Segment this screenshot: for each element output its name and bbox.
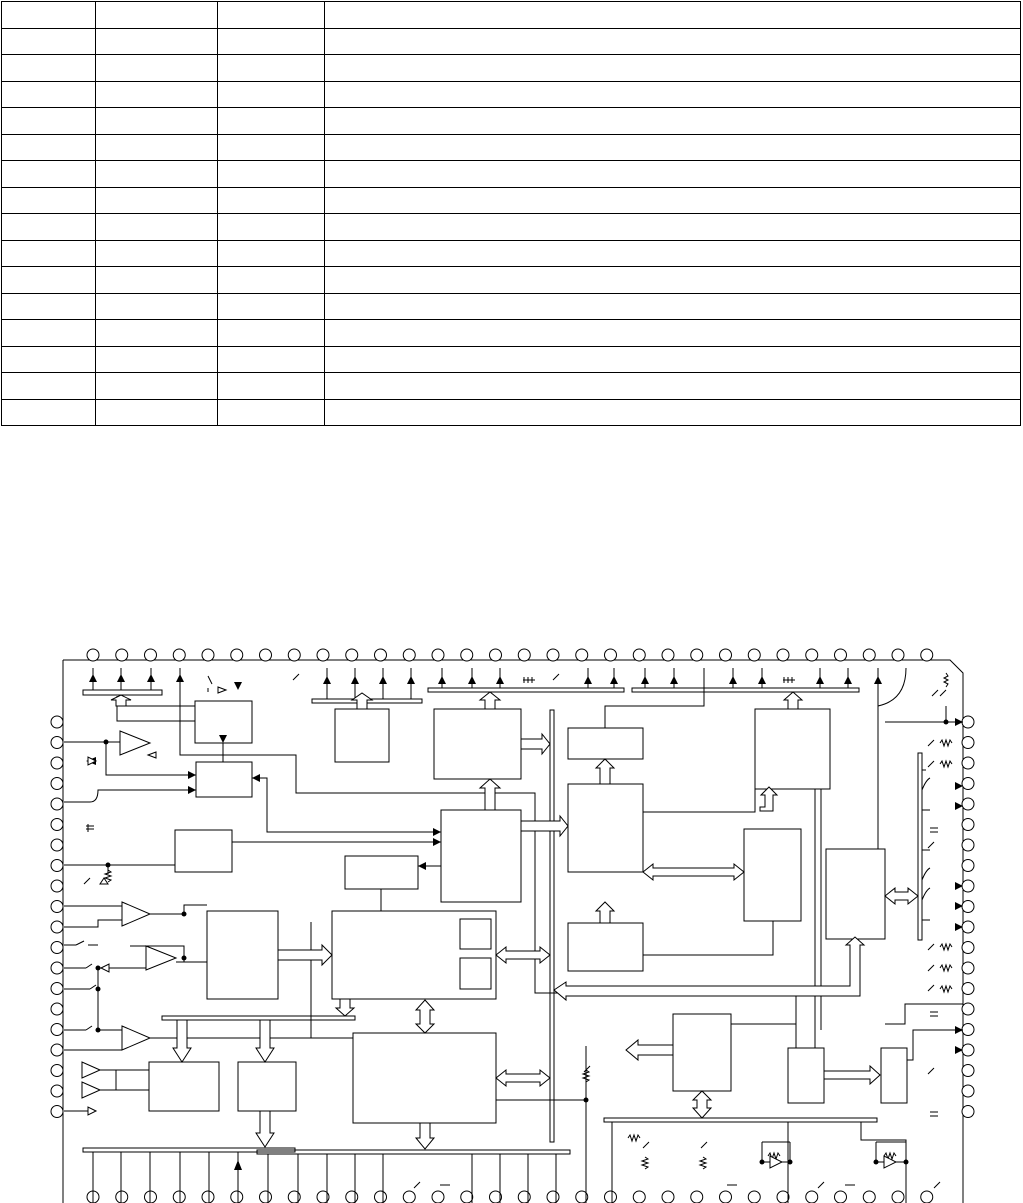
right-pin	[962, 942, 974, 954]
top-pin	[87, 649, 99, 661]
right-pin	[962, 962, 974, 974]
right-pin	[962, 819, 974, 831]
top-pin	[806, 649, 818, 661]
table-cell	[218, 108, 325, 135]
top-pin	[173, 649, 185, 661]
arrow-left-1	[626, 1040, 673, 1060]
switch-5	[86, 1026, 92, 1030]
bottom-pin	[346, 1191, 358, 1203]
table-cell	[2, 293, 96, 320]
bottom-pin	[921, 1191, 933, 1203]
left-pin	[51, 798, 63, 810]
right-pin	[962, 757, 974, 769]
table-cell	[2, 108, 96, 135]
table-cell	[2, 240, 96, 267]
wiring	[64, 668, 963, 1203]
bottom-pin	[173, 1191, 185, 1203]
table-cell	[218, 373, 325, 400]
arrow-down-2	[173, 1020, 191, 1062]
table-cell	[2, 399, 96, 426]
block-diagram	[0, 600, 1023, 1203]
switch-3	[86, 964, 92, 968]
table-row	[2, 267, 1021, 294]
left-pin	[51, 1024, 63, 1036]
internal-data-bus	[550, 710, 554, 1142]
table-cell	[218, 55, 325, 82]
top-pin	[260, 649, 272, 661]
top-pin	[633, 649, 645, 661]
block-driver-1	[149, 1062, 219, 1111]
table-cell	[218, 240, 325, 267]
bottom-pin	[260, 1191, 272, 1203]
block-small-unit	[335, 709, 389, 762]
pin-description-table	[1, 1, 1021, 426]
bottom-pin	[547, 1191, 559, 1203]
table-cell	[218, 267, 325, 294]
table-cell	[2, 187, 96, 214]
top-pin	[835, 649, 847, 661]
table-cell	[2, 346, 96, 373]
table-cell	[96, 81, 218, 108]
table-cell	[325, 81, 1021, 108]
top-pin	[662, 649, 674, 661]
bottom-buffer-2	[876, 1156, 906, 1168]
resistor-bottom-3	[700, 1157, 706, 1169]
pin-group	[51, 649, 974, 1203]
top-pin	[202, 649, 214, 661]
bottom-pin	[806, 1191, 818, 1203]
resistor-right-5	[940, 986, 952, 992]
functional-blocks	[149, 701, 907, 1123]
lower-bus	[604, 1118, 877, 1122]
left-pin	[51, 757, 63, 769]
table-cell	[96, 320, 218, 347]
table-cell	[96, 214, 218, 241]
top-pin	[576, 649, 588, 661]
table-cell	[325, 267, 1021, 294]
arrow-up-6	[596, 902, 614, 923]
table-header-cell	[2, 2, 96, 29]
table-cell	[96, 373, 218, 400]
bottom-pin	[748, 1191, 760, 1203]
arrow-bidir-3	[416, 1000, 434, 1033]
block-output-unit	[673, 1014, 731, 1091]
table-cell	[96, 267, 218, 294]
top-pin	[605, 649, 617, 661]
bottom-bus-2	[257, 1150, 570, 1154]
block-left-logic	[196, 762, 252, 797]
table-row	[2, 399, 1021, 426]
resistor-bottom-1	[628, 1135, 640, 1141]
right-pin	[962, 778, 974, 790]
bottom-pin	[863, 1191, 875, 1203]
block-serial-io	[755, 709, 830, 789]
block-io-latch	[881, 1048, 907, 1103]
top-pin	[461, 649, 473, 661]
arrow-bidir-4	[496, 1070, 550, 1086]
small-markers	[88, 687, 226, 1115]
block-driver-2	[238, 1062, 296, 1111]
top-pin	[346, 649, 358, 661]
arrow-down-5	[416, 1123, 434, 1149]
table-cell	[218, 28, 325, 55]
table-cell	[325, 293, 1021, 320]
top-pin	[145, 649, 157, 661]
table-cell	[2, 81, 96, 108]
table-header-cell	[96, 2, 218, 29]
bottom-pin	[403, 1191, 415, 1203]
block-timer	[568, 728, 643, 759]
mid-bus	[162, 1016, 355, 1020]
left-pin	[51, 962, 63, 974]
block-mem-sub-2	[460, 958, 491, 989]
top-pin	[403, 649, 415, 661]
right-pin	[962, 1003, 974, 1015]
arrow-bidir-1	[643, 864, 744, 880]
left-pin	[51, 1065, 63, 1077]
arrow-down-3	[256, 1020, 274, 1062]
bottom-pin	[432, 1191, 444, 1203]
block-core	[568, 784, 643, 872]
table-row	[2, 293, 1021, 320]
table-row	[2, 134, 1021, 161]
arrow-left-2	[554, 937, 864, 1000]
top-pin	[288, 649, 300, 661]
right-pin	[962, 880, 974, 892]
switch-2	[76, 941, 98, 945]
resistor-right-4	[940, 965, 952, 971]
ground-marks	[86, 677, 938, 1185]
table-cell	[325, 161, 1021, 188]
table-header-cell	[218, 2, 325, 29]
block-cpu	[353, 1033, 496, 1123]
top-pin	[547, 649, 559, 661]
bottom-pin	[892, 1191, 904, 1203]
resistor-right-3	[940, 944, 952, 950]
bottom-pin	[662, 1191, 674, 1203]
table-cell	[218, 346, 325, 373]
left-pin	[51, 880, 63, 892]
resistor-top-right	[944, 673, 948, 687]
arrow-right-4	[824, 1066, 880, 1084]
bottom-pin	[231, 1191, 243, 1203]
top-pin	[432, 649, 444, 661]
top-pin	[375, 649, 387, 661]
bottom-pin	[835, 1191, 847, 1203]
table-row	[2, 55, 1021, 82]
table-cell	[2, 267, 96, 294]
bottom-pin	[777, 1191, 789, 1203]
right-pin	[962, 737, 974, 749]
table-cell	[325, 320, 1021, 347]
table-cell	[218, 134, 325, 161]
block-main-memory	[332, 911, 496, 999]
table-cell	[218, 214, 325, 241]
table-cell	[96, 187, 218, 214]
table-row	[2, 28, 1021, 55]
block-mem-sub-1	[460, 919, 491, 949]
table-cell	[325, 214, 1021, 241]
pin-table-body	[2, 2, 1021, 426]
left-pin	[51, 860, 63, 872]
right-pin	[962, 1024, 974, 1036]
table-cell	[325, 55, 1021, 82]
top-pin	[777, 649, 789, 661]
table-cell	[2, 55, 96, 82]
block-rom	[568, 923, 643, 971]
table-cell	[96, 399, 218, 426]
left-pin	[51, 839, 63, 851]
top-bus-1	[83, 690, 162, 695]
table-row	[2, 214, 1021, 241]
top-pin	[748, 649, 760, 661]
top-pin	[317, 649, 329, 661]
output-buffer-1	[82, 1062, 100, 1078]
arrow-right-1	[521, 734, 550, 754]
right-pin	[962, 798, 974, 810]
block-io-buffer	[788, 1048, 824, 1103]
switch-1	[208, 676, 212, 692]
table-cell	[2, 161, 96, 188]
bottom-pin	[375, 1191, 387, 1203]
table-cell	[325, 399, 1021, 426]
op-amp-2	[122, 902, 150, 926]
top-pin	[892, 649, 904, 661]
left-pin	[51, 921, 63, 933]
block-clock-unit	[175, 830, 232, 872]
right-pin	[962, 1044, 974, 1056]
arrow-bidir-2	[496, 947, 550, 963]
arrow-right-3	[278, 945, 332, 965]
bottom-pin	[461, 1191, 473, 1203]
bottom-pin	[633, 1191, 645, 1203]
top-pin	[921, 649, 933, 661]
table-row	[2, 187, 1021, 214]
left-pin	[51, 1106, 63, 1118]
arrow-up-7	[784, 692, 802, 709]
right-pin	[962, 1085, 974, 1097]
table-cell	[96, 346, 218, 373]
resistor-bottom-2	[642, 1157, 648, 1169]
block-adc	[207, 911, 278, 999]
arrow-down-1	[336, 999, 354, 1016]
bottom-pin	[720, 1191, 732, 1203]
bottom-pin	[691, 1191, 703, 1203]
table-row	[2, 373, 1021, 400]
arrow-up-5	[596, 759, 614, 784]
arrow-up-8	[760, 787, 777, 811]
table-row	[2, 240, 1021, 267]
top-pin	[116, 649, 128, 661]
left-pin	[51, 1003, 63, 1015]
left-pin	[51, 778, 63, 790]
table-row	[2, 346, 1021, 373]
resistor-right-2	[940, 761, 952, 767]
table-cell	[218, 320, 325, 347]
table-row	[2, 81, 1021, 108]
table-cell	[96, 161, 218, 188]
table-cell	[218, 161, 325, 188]
table-cell	[325, 28, 1021, 55]
left-pin	[51, 819, 63, 831]
left-pin	[51, 716, 63, 728]
table-cell	[218, 81, 325, 108]
table-row	[2, 108, 1021, 135]
switch-4	[90, 985, 96, 989]
right-pin	[962, 983, 974, 995]
resistor-right-1	[940, 740, 952, 746]
table-cell	[325, 187, 1021, 214]
left-pin	[51, 1044, 63, 1056]
top-pin	[863, 649, 875, 661]
arrow-bidir-5	[693, 1091, 711, 1118]
top-pin	[720, 649, 732, 661]
right-port-bus	[918, 753, 922, 940]
top-pin	[518, 649, 530, 661]
table-cell	[96, 293, 218, 320]
table-cell	[325, 108, 1021, 135]
table-cell	[218, 399, 325, 426]
output-buffer-2	[82, 1082, 100, 1098]
table-cell	[96, 240, 218, 267]
table-cell	[2, 28, 96, 55]
arrow-down-4	[256, 1111, 274, 1147]
table-cell	[96, 28, 218, 55]
top-bus-4	[632, 688, 859, 692]
op-amp-3	[146, 946, 176, 970]
left-pin	[51, 1085, 63, 1097]
right-pin	[962, 860, 974, 872]
table-cell	[2, 373, 96, 400]
bottom-pin	[202, 1191, 214, 1203]
table-cell	[325, 373, 1021, 400]
table-cell	[2, 214, 96, 241]
op-amp-4	[122, 1026, 150, 1050]
table-cell	[96, 134, 218, 161]
arrow-up-1	[111, 695, 131, 706]
table-cell	[325, 346, 1021, 373]
block-reg	[345, 856, 418, 889]
table-row	[2, 320, 1021, 347]
arrow-bidir-6	[885, 888, 918, 904]
top-pin	[490, 649, 502, 661]
left-pin	[51, 901, 63, 913]
right-pin	[962, 901, 974, 913]
table-header-cell	[325, 2, 1021, 29]
table-cell	[325, 240, 1021, 267]
block-port-control	[826, 849, 885, 939]
block-central-controller	[441, 810, 521, 902]
right-pin	[962, 839, 974, 851]
bottom-pin	[605, 1191, 617, 1203]
block-upper-processor	[434, 709, 521, 779]
table-cell	[96, 55, 218, 82]
arrow-right-2	[521, 816, 568, 836]
table-cell	[218, 293, 325, 320]
top-pin	[691, 649, 703, 661]
table-cell	[96, 108, 218, 135]
right-pin	[962, 1065, 974, 1077]
left-pin	[51, 983, 63, 995]
table-cell	[325, 134, 1021, 161]
table-cell	[2, 134, 96, 161]
top-bus-3	[428, 688, 624, 692]
table-cell	[218, 187, 325, 214]
block-ram	[744, 829, 801, 921]
arrow-up-4	[480, 779, 500, 810]
table-row	[2, 161, 1021, 188]
arrow-up-3	[480, 692, 500, 709]
op-amp-1	[120, 731, 150, 755]
right-pin	[962, 1106, 974, 1118]
left-pin	[51, 942, 63, 954]
table-cell	[2, 320, 96, 347]
top-pin	[231, 649, 243, 661]
right-pin	[962, 921, 974, 933]
left-pin	[51, 737, 63, 749]
bottom-pin	[116, 1191, 128, 1203]
right-pin	[962, 716, 974, 728]
table-row	[2, 2, 1021, 29]
